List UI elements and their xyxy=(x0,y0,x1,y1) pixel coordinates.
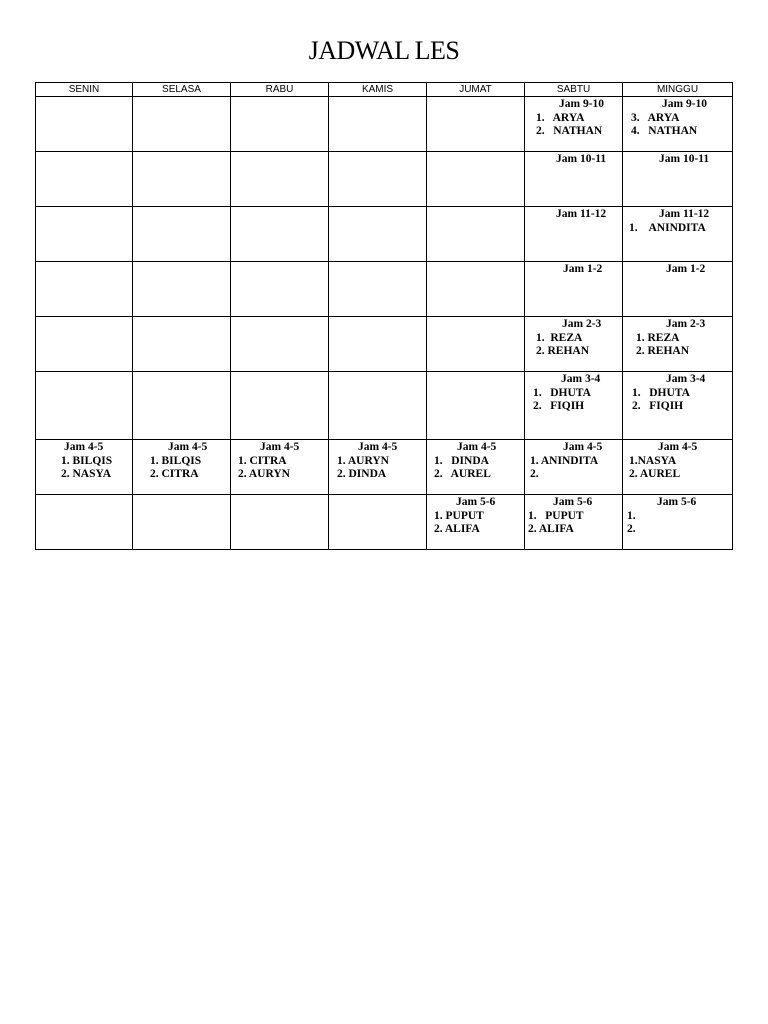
slot-entry xyxy=(525,317,622,359)
schedule-cell-kamis xyxy=(329,97,427,152)
time-slot-row xyxy=(36,495,733,550)
day-header-senin: SENIN xyxy=(36,83,133,97)
schedule-cell-sabtu xyxy=(525,440,623,495)
schedule-cell-minggu xyxy=(623,440,733,495)
time-slot-row xyxy=(36,440,733,495)
student-name: 2. DINDA xyxy=(337,468,387,481)
slot-entry xyxy=(623,207,732,235)
schedule-cell-senin xyxy=(36,97,133,152)
student-name: 1. DHUTA xyxy=(632,386,690,399)
schedule-cell-kamis xyxy=(329,262,427,317)
schedule-cell-minggu xyxy=(623,317,733,372)
slot-time: Jam 3-4 xyxy=(666,373,706,385)
slot-time: Jam 2-3 xyxy=(562,318,602,330)
student-name: 1. CITRA xyxy=(238,454,287,467)
slot-entry xyxy=(427,495,524,537)
schedule-cell-sabtu xyxy=(525,262,623,317)
schedule-cell-senin xyxy=(36,262,133,317)
slot-time: Jam 5-6 xyxy=(553,496,593,508)
slot-time: Jam 4-5 xyxy=(563,441,603,453)
schedule-cell-sabtu xyxy=(525,207,623,262)
schedule-cell-rabu xyxy=(231,440,329,495)
schedule-cell-selasa xyxy=(133,317,231,372)
schedule-cell-selasa xyxy=(133,440,231,495)
schedule-cell-senin xyxy=(36,440,133,495)
time-slot-row xyxy=(36,152,733,207)
slot-time: Jam 4-5 xyxy=(658,441,698,453)
slot-entry xyxy=(525,440,622,482)
schedule-cell-selasa xyxy=(133,152,231,207)
student-name: 2. AURYN xyxy=(238,468,290,481)
slot-entry xyxy=(623,372,732,414)
schedule-cell-selasa xyxy=(133,97,231,152)
schedule-cell-minggu xyxy=(623,207,733,262)
student-name: 2. ALIFA xyxy=(528,523,574,536)
schedule-cell-kamis xyxy=(329,207,427,262)
slot-entry xyxy=(525,152,622,167)
student-name: 2. xyxy=(627,523,636,536)
slot-time: Jam 10-11 xyxy=(659,153,710,165)
schedule-cell-jumat xyxy=(427,97,525,152)
schedule-cell-minggu xyxy=(623,97,733,152)
schedule-cell-kamis xyxy=(329,317,427,372)
schedule-cell-selasa xyxy=(133,372,231,440)
schedule-cell-minggu xyxy=(623,495,733,550)
student-name: 2. AUREL xyxy=(434,468,491,481)
slot-entry xyxy=(525,97,622,139)
header-row xyxy=(36,83,733,97)
day-header-minggu: MINGGU xyxy=(623,83,733,97)
schedule-cell-minggu xyxy=(623,372,733,440)
student-name: 2. REHAN xyxy=(536,345,590,358)
schedule-cell-rabu xyxy=(231,372,329,440)
student-name: 1. xyxy=(627,509,636,522)
student-name: 2. REHAN xyxy=(636,345,690,358)
schedule-table xyxy=(35,82,733,550)
student-name: 1. PUPUT xyxy=(528,509,584,522)
slot-time: Jam 3-4 xyxy=(561,373,601,385)
slot-time: Jam 10-11 xyxy=(556,153,607,165)
slot-entry xyxy=(329,440,426,482)
slot-time: Jam 9-10 xyxy=(662,98,708,110)
schedule-cell-jumat xyxy=(427,440,525,495)
schedule-cell-minggu xyxy=(623,152,733,207)
schedule-cell-sabtu xyxy=(525,495,623,550)
slot-entry xyxy=(623,317,732,359)
schedule-body xyxy=(36,97,733,550)
page-title: JADWAL LES xyxy=(308,36,460,65)
student-name: 1. AURYN xyxy=(337,454,389,467)
schedule-cell-jumat xyxy=(427,317,525,372)
slot-entry xyxy=(623,495,732,537)
slot-entry xyxy=(623,97,732,139)
schedule-cell-kamis xyxy=(329,495,427,550)
student-name: 2. ALIFA xyxy=(434,523,480,536)
student-name: 1. BILQIS xyxy=(150,454,202,467)
schedule-cell-rabu xyxy=(231,262,329,317)
student-name: 1. DHUTA xyxy=(533,386,591,399)
time-slot-row xyxy=(36,97,733,152)
time-slot-row xyxy=(36,207,733,262)
slot-time: Jam 4-5 xyxy=(64,441,104,453)
day-header-kamis: KAMIS xyxy=(329,83,427,97)
time-slot-row xyxy=(36,317,733,372)
schedule-cell-sabtu xyxy=(525,97,623,152)
slot-time: Jam 5-6 xyxy=(657,496,697,508)
schedule-cell-jumat xyxy=(427,372,525,440)
schedule-cell-rabu xyxy=(231,152,329,207)
slot-time: Jam 2-3 xyxy=(666,318,706,330)
student-name: 1. DINDA xyxy=(434,454,489,467)
slot-time: Jam 9-10 xyxy=(559,98,605,110)
schedule-cell-rabu xyxy=(231,97,329,152)
schedule-cell-minggu xyxy=(623,262,733,317)
schedule-cell-rabu xyxy=(231,495,329,550)
student-name: 2. NATHAN xyxy=(536,125,603,138)
schedule-cell-senin xyxy=(36,495,133,550)
schedule-cell-jumat xyxy=(427,495,525,550)
slot-entry xyxy=(36,440,132,482)
slot-time: Jam 11-12 xyxy=(556,208,607,220)
slot-time: Jam 4-5 xyxy=(457,441,497,453)
day-header-jumat: JUMAT xyxy=(427,83,525,97)
slot-entry xyxy=(623,262,732,277)
slot-time: Jam 4-5 xyxy=(168,441,208,453)
schedule-cell-jumat xyxy=(427,207,525,262)
student-name: 1. ANINDITA xyxy=(629,221,706,234)
student-name: 1. PUPUT xyxy=(434,509,484,522)
slot-time: Jam 1-2 xyxy=(563,263,603,275)
day-header-rabu: RABU xyxy=(231,83,329,97)
student-name: 2. FIQIH xyxy=(632,400,684,413)
student-name: 4. NATHAN xyxy=(631,125,698,138)
schedule-cell-kamis xyxy=(329,152,427,207)
time-slot-row xyxy=(36,262,733,317)
slot-time: Jam 5-6 xyxy=(456,496,496,508)
student-name: 2. xyxy=(530,468,539,481)
time-slot-row xyxy=(36,372,733,440)
schedule-cell-sabtu xyxy=(525,152,623,207)
schedule-cell-selasa xyxy=(133,207,231,262)
schedule-cell-sabtu xyxy=(525,372,623,440)
schedule-cell-kamis xyxy=(329,372,427,440)
slot-entry xyxy=(427,440,524,482)
slot-entry xyxy=(525,372,622,414)
student-name: 1. REZA xyxy=(636,331,680,344)
slot-time: Jam 11-12 xyxy=(659,208,710,220)
student-name: 2. CITRA xyxy=(150,468,199,481)
slot-entry xyxy=(525,262,622,277)
day-header-selasa: SELASA xyxy=(133,83,231,97)
slot-time: Jam 4-5 xyxy=(358,441,398,453)
student-name: 1. ARYA xyxy=(536,111,585,124)
slot-time: Jam 1-2 xyxy=(666,263,706,275)
slot-entry xyxy=(133,440,230,482)
student-name: 1. BILQIS xyxy=(61,454,113,467)
schedule-cell-selasa xyxy=(133,262,231,317)
schedule-cell-sabtu xyxy=(525,317,623,372)
schedule-cell-senin xyxy=(36,317,133,372)
schedule-cell-senin xyxy=(36,152,133,207)
schedule-cell-selasa xyxy=(133,495,231,550)
schedule-cell-rabu xyxy=(231,207,329,262)
student-name: 1.NASYA xyxy=(629,454,677,467)
student-name: 1. ANINDITA xyxy=(530,454,599,467)
slot-time: Jam 4-5 xyxy=(260,441,300,453)
student-name: 2. FIQIH xyxy=(533,400,585,413)
slot-entry xyxy=(623,440,732,482)
student-name: 1. REZA xyxy=(536,331,583,344)
slot-entry xyxy=(525,495,622,537)
student-name: 2. AUREL xyxy=(629,468,681,481)
schedule-cell-jumat xyxy=(427,262,525,317)
day-header-sabtu: SABTU xyxy=(525,83,623,97)
schedule-cell-senin xyxy=(36,372,133,440)
schedule-cell-jumat xyxy=(427,152,525,207)
student-name: 3. ARYA xyxy=(631,111,680,124)
student-name: 2. NASYA xyxy=(61,468,112,481)
slot-entry xyxy=(231,440,328,482)
schedule-cell-kamis xyxy=(329,440,427,495)
schedule-cell-rabu xyxy=(231,317,329,372)
slot-entry xyxy=(525,207,622,222)
schedule-cell-senin xyxy=(36,207,133,262)
slot-entry xyxy=(623,152,732,167)
